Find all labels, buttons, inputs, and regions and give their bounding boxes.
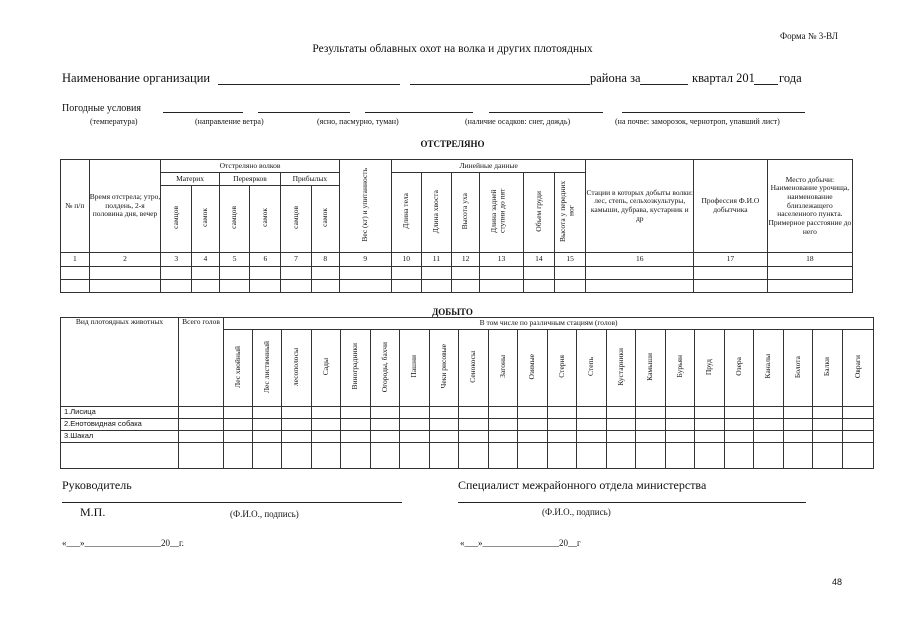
station-col	[371, 330, 400, 407]
shot-section-title: ОТСТРЕЛЯНО	[420, 139, 485, 149]
data-cell[interactable]	[548, 443, 577, 469]
animal-label: 1.Лисица	[61, 407, 179, 419]
data-cell[interactable]	[636, 407, 666, 419]
data-cell[interactable]	[459, 407, 489, 419]
col-number: 12	[452, 253, 480, 267]
data-cell[interactable]	[754, 419, 784, 431]
data-cell[interactable]	[311, 267, 339, 280]
data-cell[interactable]	[253, 431, 282, 443]
table-row	[61, 431, 874, 443]
data-cell[interactable]	[607, 431, 636, 443]
data-cell[interactable]	[459, 431, 489, 443]
station-label: Лес хвойный	[232, 345, 242, 388]
data-cell[interactable]	[250, 280, 281, 293]
station-label: Степь	[586, 357, 596, 377]
sex-col-4	[250, 186, 281, 253]
col-number: 17	[694, 253, 768, 267]
data-cell[interactable]	[179, 419, 224, 431]
specialist-date-field[interactable]: «___»_________________20__г	[460, 538, 581, 548]
form-number: Форма № 3-ВЛ	[780, 31, 838, 41]
data-cell[interactable]	[695, 431, 725, 443]
page-title: Результаты облавных охот на волка и других плотоядных	[312, 43, 593, 55]
col-number: 8	[311, 253, 339, 267]
station-label: Болота	[792, 355, 802, 378]
station-col	[253, 330, 282, 407]
data-cell[interactable]	[341, 419, 371, 431]
data-cell[interactable]	[459, 443, 489, 469]
data-cell[interactable]	[725, 431, 754, 443]
data-cell[interactable]	[61, 280, 90, 293]
data-cell[interactable]	[192, 267, 220, 280]
data-cell[interactable]	[554, 280, 586, 293]
data-cell[interactable]	[554, 267, 586, 280]
col-number: 11	[421, 253, 452, 267]
station-col	[459, 330, 489, 407]
station-col	[784, 330, 813, 407]
data-cell[interactable]	[754, 431, 784, 443]
data-cell[interactable]	[586, 280, 694, 293]
data-cell[interactable]	[577, 431, 607, 443]
data-cell[interactable]	[518, 407, 548, 419]
table-row	[61, 407, 874, 419]
data-cell[interactable]	[725, 407, 754, 419]
station-col	[843, 330, 874, 407]
data-cell[interactable]	[219, 267, 250, 280]
data-cell[interactable]	[636, 443, 666, 469]
station-label: Балки	[822, 357, 832, 377]
sex-text-2: самок	[200, 208, 210, 228]
data-cell[interactable]	[843, 419, 874, 431]
kind-header: Вид плотоядных животных	[61, 318, 179, 407]
data-cell[interactable]	[607, 419, 636, 431]
data-cell[interactable]	[695, 419, 725, 431]
org-name-field[interactable]	[218, 84, 400, 85]
data-cell[interactable]	[89, 267, 161, 280]
data-cell[interactable]	[489, 431, 518, 443]
animal-label: 2.Енотовидная собака	[61, 419, 179, 431]
data-cell[interactable]	[577, 407, 607, 419]
station-col	[577, 330, 607, 407]
data-cell[interactable]	[391, 267, 421, 280]
data-cell[interactable]	[479, 267, 523, 280]
data-cell[interactable]	[282, 431, 312, 443]
data-cell[interactable]	[636, 431, 666, 443]
animal-label: 3.Шакал	[61, 431, 179, 443]
data-cell[interactable]	[666, 407, 695, 419]
data-cell[interactable]	[312, 419, 341, 431]
weather-field-4[interactable]	[489, 112, 603, 113]
data-cell[interactable]	[767, 280, 852, 293]
station-label: Загоны	[497, 355, 507, 379]
col-number: 15	[554, 253, 586, 267]
data-cell[interactable]	[523, 267, 554, 280]
station-label: Озимые	[527, 353, 537, 380]
sex-text-4: самок	[260, 208, 270, 228]
data-cell[interactable]	[253, 407, 282, 419]
col-number: 9	[339, 253, 391, 267]
station-label: Кустарники	[615, 347, 625, 386]
data-cell[interactable]	[452, 267, 480, 280]
col-time-header: Время отстрела; утро, полдень, 2-я половина дня, вечер	[89, 160, 161, 253]
linear-col-4	[479, 173, 523, 253]
data-cell[interactable]	[421, 280, 452, 293]
data-cell[interactable]	[489, 443, 518, 469]
station-label: Пруд	[704, 358, 714, 375]
data-cell[interactable]	[282, 407, 312, 419]
station-label: Овраги	[852, 355, 862, 379]
station-col	[725, 330, 754, 407]
data-cell[interactable]	[577, 419, 607, 431]
data-cell[interactable]	[843, 443, 874, 469]
data-cell[interactable]	[843, 407, 874, 419]
data-cell[interactable]	[400, 407, 430, 419]
data-cell[interactable]	[813, 419, 843, 431]
station-col	[430, 330, 459, 407]
col-number: 18	[767, 253, 852, 267]
data-cell[interactable]	[219, 280, 250, 293]
data-cell[interactable]	[224, 431, 253, 443]
linear-text-1: Длина тела	[400, 193, 410, 230]
data-cell[interactable]	[61, 443, 179, 469]
data-cell[interactable]	[518, 419, 548, 431]
data-cell[interactable]	[400, 443, 430, 469]
data-cell[interactable]	[636, 419, 666, 431]
data-cell[interactable]	[341, 443, 371, 469]
district-suffix: района за	[590, 71, 641, 85]
quarter-field[interactable]	[640, 84, 688, 85]
data-cell[interactable]	[89, 280, 161, 293]
data-cell[interactable]	[341, 407, 371, 419]
sex-text-1: самцов	[170, 206, 180, 230]
data-cell[interactable]	[607, 407, 636, 419]
data-cell[interactable]	[518, 431, 548, 443]
sex-col-6	[311, 186, 339, 253]
total-header: Всего голов	[179, 318, 224, 407]
station-label: Пашни	[409, 355, 419, 378]
shot-table	[60, 159, 853, 293]
data-cell[interactable]	[282, 443, 312, 469]
linear-col-6	[554, 173, 586, 253]
data-cell[interactable]	[479, 280, 523, 293]
wolves-header: Отстреляно волков	[161, 160, 339, 173]
data-cell[interactable]	[843, 431, 874, 443]
data-cell[interactable]	[695, 407, 725, 419]
data-cell[interactable]	[523, 280, 554, 293]
org-label: Наименование организации	[62, 71, 211, 85]
table-row	[61, 280, 853, 293]
data-cell[interactable]	[586, 267, 694, 280]
station-col	[400, 330, 430, 407]
data-cell[interactable]	[784, 419, 813, 431]
data-cell[interactable]	[813, 431, 843, 443]
data-cell[interactable]	[694, 280, 768, 293]
linear-text-2: Длина хвоста	[431, 189, 441, 233]
data-cell[interactable]	[767, 267, 852, 280]
col-number: 6	[250, 253, 281, 267]
sex-text-5: самцов	[290, 206, 300, 230]
data-cell[interactable]	[813, 407, 843, 419]
station-col	[636, 330, 666, 407]
data-cell[interactable]	[282, 419, 312, 431]
data-cell[interactable]	[754, 443, 784, 469]
station-col	[754, 330, 784, 407]
linear-header: Линейные данные	[391, 160, 586, 173]
group-pribylyh: Прибылых	[281, 173, 339, 186]
caught-stations-header: В том числе по различным стациям (голов)	[224, 318, 874, 330]
data-cell[interactable]	[489, 419, 518, 431]
station-col	[813, 330, 843, 407]
data-cell[interactable]	[754, 407, 784, 419]
weather-caption-precip: (наличие осадков: снег, дождь)	[465, 117, 571, 126]
data-cell[interactable]	[725, 419, 754, 431]
head-date-field[interactable]: «___»_________________20__г.	[62, 538, 184, 548]
col-number: 10	[391, 253, 421, 267]
linear-col-3	[452, 173, 480, 253]
weight-header	[339, 160, 391, 253]
data-cell[interactable]	[548, 431, 577, 443]
col-number: 4	[192, 253, 220, 267]
head-signature-line[interactable]	[62, 502, 402, 503]
weather-field-2[interactable]	[258, 112, 350, 113]
col-number: 3	[161, 253, 192, 267]
table-row	[61, 443, 874, 469]
col-number: 7	[281, 253, 312, 267]
weather-caption-sky: (ясно, пасмурно, туман)	[317, 117, 399, 126]
data-cell[interactable]	[250, 267, 281, 280]
station-col	[341, 330, 371, 407]
station-label: Бурьян	[674, 355, 684, 378]
col-number: 2	[89, 253, 161, 267]
data-cell[interactable]	[224, 419, 253, 431]
station-col	[224, 330, 253, 407]
sex-col-2	[192, 186, 220, 253]
data-cell[interactable]	[813, 443, 843, 469]
data-cell[interactable]	[192, 280, 220, 293]
station-col	[282, 330, 312, 407]
data-cell[interactable]	[312, 407, 341, 419]
station-label: Камыши	[645, 352, 655, 381]
data-cell[interactable]	[391, 280, 421, 293]
station-label: Сады	[320, 358, 330, 376]
data-cell[interactable]	[311, 280, 339, 293]
station-col	[666, 330, 695, 407]
sex-text-6: самок	[319, 208, 329, 228]
linear-col-5	[523, 173, 554, 253]
data-cell[interactable]	[339, 267, 391, 280]
col-number: 5	[219, 253, 250, 267]
place-header: Место добычи: Наименование урочища, наименование близлежащего населенного пункта. Примерное расстояние до него	[767, 160, 852, 253]
col-number: 14	[523, 253, 554, 267]
weather-label: Погодные условия	[62, 103, 141, 114]
data-cell[interactable]	[224, 407, 253, 419]
data-cell[interactable]	[489, 407, 518, 419]
specialist-fio-caption: (Ф.И.О., подпись)	[542, 507, 611, 517]
data-cell[interactable]	[179, 407, 224, 419]
data-cell[interactable]	[161, 280, 192, 293]
data-cell[interactable]	[430, 407, 459, 419]
data-cell[interactable]	[666, 443, 695, 469]
table-row	[61, 419, 874, 431]
station-col	[548, 330, 577, 407]
weight-header-text: Вес (кг) и упитанность	[359, 167, 369, 242]
data-cell[interactable]	[371, 407, 400, 419]
data-cell[interactable]	[371, 419, 400, 431]
linear-col-1	[391, 173, 421, 253]
data-cell[interactable]	[179, 443, 224, 469]
weather-caption-wind: (направление ветра)	[195, 117, 264, 126]
data-cell[interactable]	[281, 267, 312, 280]
specialist-signature-line[interactable]	[458, 502, 806, 503]
head-label: Руководитель	[62, 478, 132, 492]
data-cell[interactable]	[161, 267, 192, 280]
data-cell[interactable]	[452, 280, 480, 293]
data-cell[interactable]	[430, 443, 459, 469]
station-col	[607, 330, 636, 407]
station-label: Чеки рисовые	[438, 344, 448, 389]
sex-col-1	[161, 186, 192, 253]
weather-caption-temp: (температура)	[90, 117, 138, 126]
linear-text-5: Объем груди	[533, 190, 543, 232]
data-cell[interactable]	[548, 419, 577, 431]
data-cell[interactable]	[61, 267, 90, 280]
weather-caption-ground: (на почве: заморозок, чернотроп, упавший лист)	[615, 117, 780, 126]
data-cell[interactable]	[339, 280, 391, 293]
data-cell[interactable]	[341, 431, 371, 443]
station-col	[695, 330, 725, 407]
district-field[interactable]	[410, 84, 590, 85]
data-cell[interactable]	[784, 407, 813, 419]
year-field[interactable]	[754, 84, 778, 85]
col-number: 1	[61, 253, 90, 267]
data-cell[interactable]	[312, 443, 341, 469]
data-cell[interactable]	[518, 443, 548, 469]
data-cell[interactable]	[400, 431, 430, 443]
station-label: Стерня	[556, 355, 566, 379]
sex-col-5	[281, 186, 312, 253]
data-cell[interactable]	[371, 431, 400, 443]
data-cell[interactable]	[694, 267, 768, 280]
data-cell[interactable]	[607, 443, 636, 469]
caught-section-title: ДОБЫТО	[432, 307, 473, 317]
data-cell[interactable]	[179, 431, 224, 443]
station-label: лесополосы	[291, 347, 301, 386]
data-cell[interactable]	[224, 443, 253, 469]
data-cell[interactable]	[725, 443, 754, 469]
linear-col-2	[421, 173, 452, 253]
data-cell[interactable]	[430, 431, 459, 443]
data-cell[interactable]	[459, 419, 489, 431]
station-col	[489, 330, 518, 407]
sex-col-3	[219, 186, 250, 253]
group-pereyarkov: Переярков	[219, 173, 280, 186]
data-cell[interactable]	[784, 431, 813, 443]
year-label: года	[779, 71, 802, 85]
head-fio-caption: (Ф.И.О., подпись)	[230, 509, 299, 519]
data-cell[interactable]	[281, 280, 312, 293]
profession-header: Профессия Ф.И.О добытчика	[694, 160, 768, 253]
caught-table	[60, 317, 874, 469]
page-number: 48	[832, 577, 843, 587]
data-cell[interactable]	[784, 443, 813, 469]
quarter-label: квартал 201	[692, 71, 755, 85]
sex-text-3: самцов	[229, 206, 239, 230]
col-number: 16	[586, 253, 694, 267]
weather-field-3[interactable]	[365, 112, 473, 113]
stations-header: Стации в которых добыты волки: лес, степь, сельхозкультуры, камыши, дубрава, кустарник и др	[586, 160, 694, 253]
station-label: Виноградники	[350, 343, 360, 390]
data-cell[interactable]	[695, 443, 725, 469]
data-cell[interactable]	[400, 419, 430, 431]
weather-field-5[interactable]	[622, 112, 805, 113]
specialist-label: Специалист межрайонного отдела министерства	[458, 478, 707, 492]
col-number: 13	[479, 253, 523, 267]
linear-text-3: Высота уха	[460, 193, 470, 230]
station-col	[518, 330, 548, 407]
station-col	[312, 330, 341, 407]
data-cell[interactable]	[548, 407, 577, 419]
mp-label: М.П.	[80, 505, 106, 519]
station-label: Каналы	[763, 354, 773, 379]
data-cell[interactable]	[666, 419, 695, 431]
data-cell[interactable]	[421, 267, 452, 280]
station-label: Огороды, бахчи	[379, 341, 389, 392]
weather-field-1[interactable]	[163, 112, 243, 113]
data-cell[interactable]	[253, 419, 282, 431]
station-label: Озера	[733, 357, 743, 377]
table-row	[61, 267, 853, 280]
station-label: Лес лиственный	[261, 340, 271, 393]
data-cell[interactable]	[430, 419, 459, 431]
station-label: Сенокосы	[468, 350, 478, 383]
linear-text-6: Высота у передних ног	[558, 180, 576, 242]
data-cell[interactable]	[577, 443, 607, 469]
data-cell[interactable]	[312, 431, 341, 443]
data-cell[interactable]	[371, 443, 400, 469]
col-num-header: № п/п	[61, 160, 90, 253]
data-cell[interactable]	[666, 431, 695, 443]
linear-text-4: Длина задней ступни до пят	[489, 189, 508, 234]
data-cell[interactable]	[253, 443, 282, 469]
group-matereh: Материх	[161, 173, 219, 186]
